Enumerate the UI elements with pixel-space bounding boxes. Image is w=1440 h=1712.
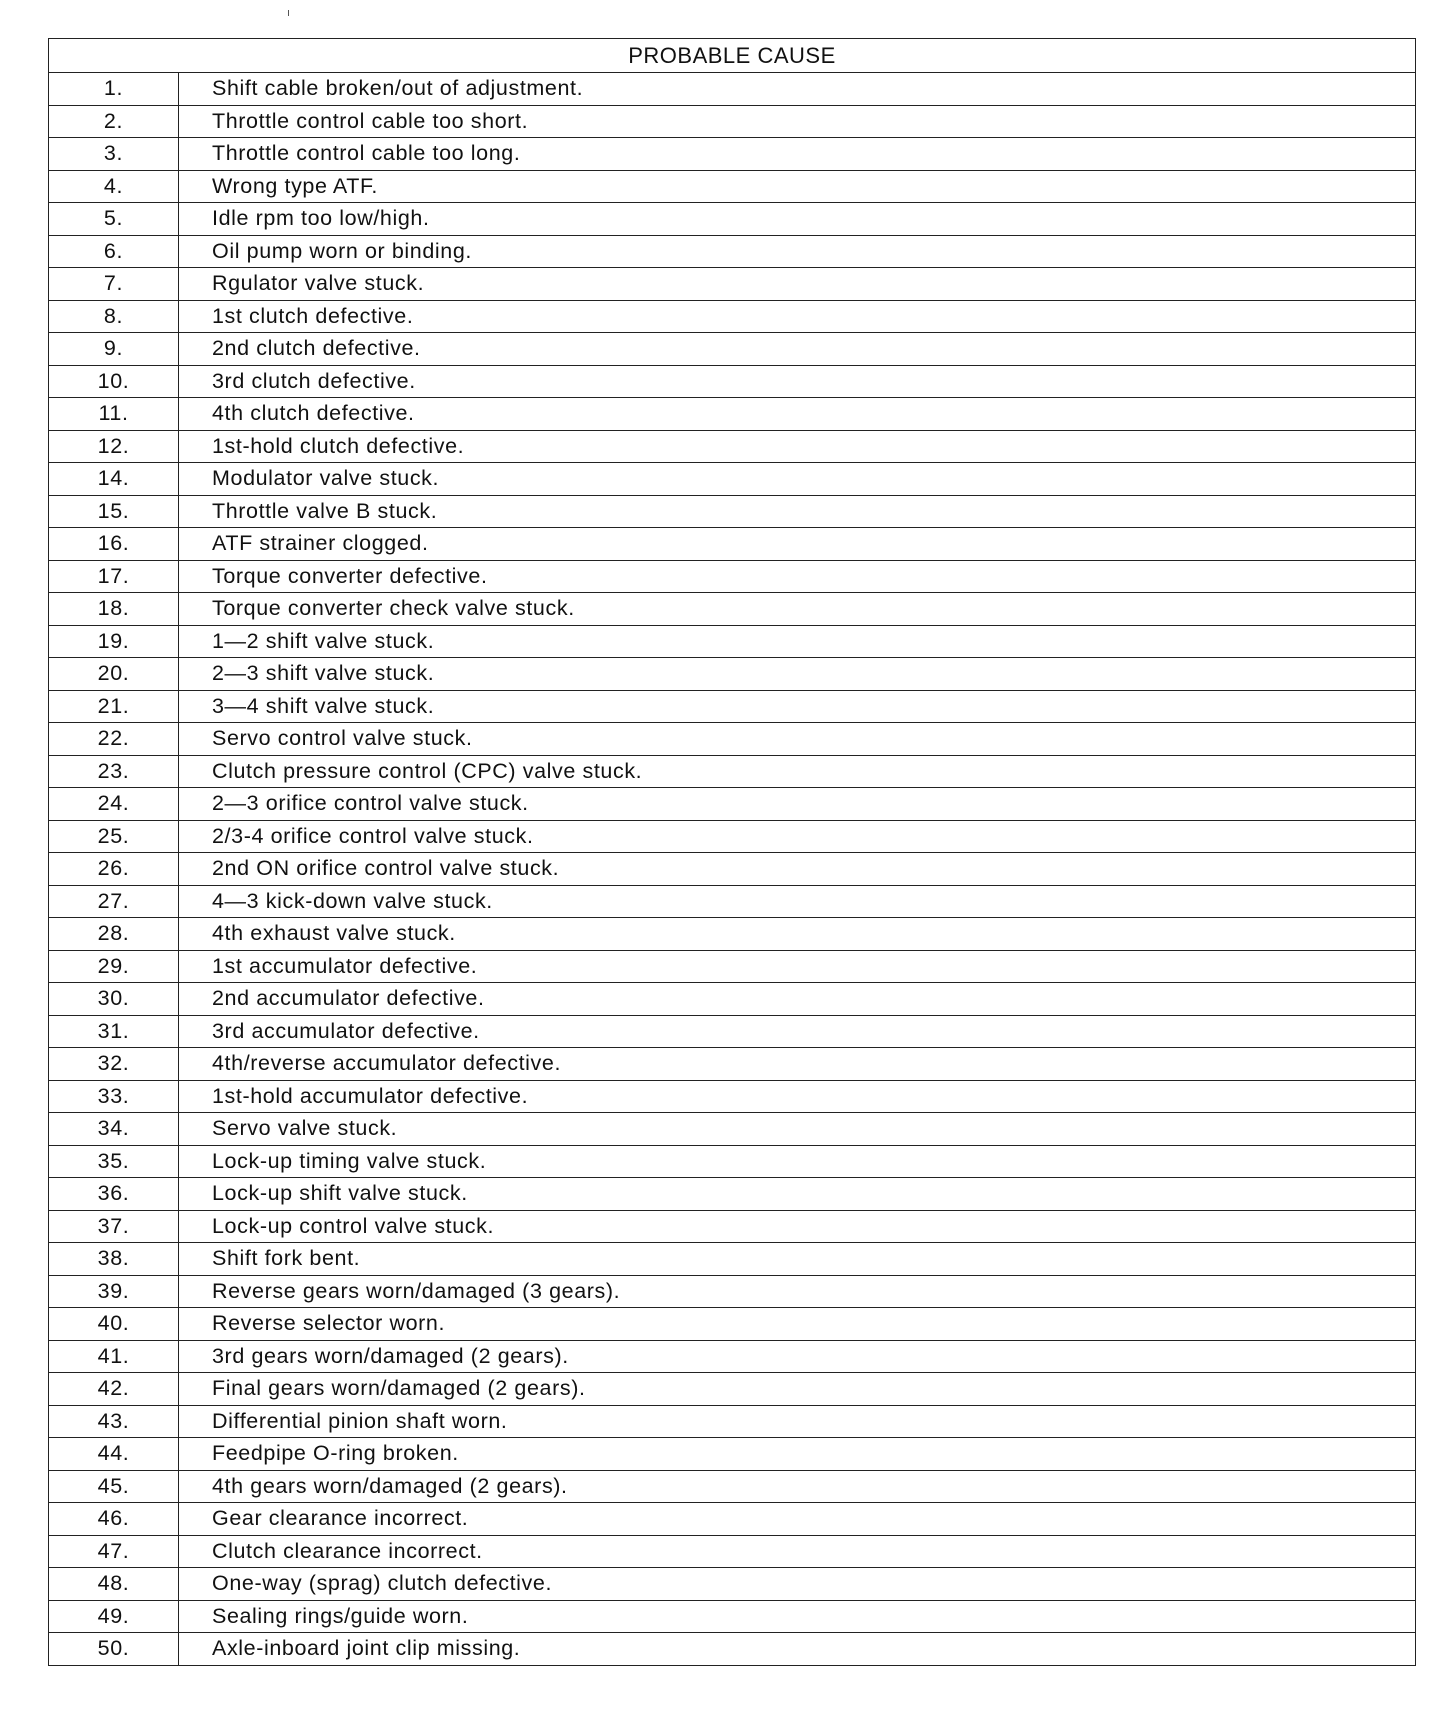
cause-number: 30. [49,983,179,1016]
cause-number: 8. [49,300,179,333]
cause-description: 2/3-4 orifice control valve stuck. [179,820,1416,853]
cause-number: 20. [49,658,179,691]
cause-number: 12. [49,430,179,463]
table-row [49,885,1416,918]
cause-number: 29. [49,950,179,983]
cause-description: 2nd accumulator defective. [179,983,1416,1016]
cause-description: Lock-up timing valve stuck. [179,1145,1416,1178]
cause-description: 3rd accumulator defective. [179,1015,1416,1048]
cause-description: Clutch pressure control (CPC) valve stuck. [179,755,1416,788]
cause-number: 16. [49,528,179,561]
table-row [49,333,1416,366]
cause-number: 28. [49,918,179,951]
cause-description: Throttle valve B stuck. [179,495,1416,528]
cause-description: 3—4 shift valve stuck. [179,690,1416,723]
table-row [49,73,1416,106]
table-row [49,1373,1416,1406]
cause-number: 45. [49,1470,179,1503]
table-row [49,1535,1416,1568]
cause-description: 4th/reverse accumulator defective. [179,1048,1416,1081]
table-row [49,755,1416,788]
cause-number: 36. [49,1178,179,1211]
cause-number: 23. [49,755,179,788]
cause-number: 43. [49,1405,179,1438]
table-row [49,983,1416,1016]
scan-speck [288,10,289,16]
cause-description: ATF strainer clogged. [179,528,1416,561]
table-row [49,1308,1416,1341]
table-row [49,1600,1416,1633]
table-row [49,300,1416,333]
cause-description: Throttle control cable too short. [179,105,1416,138]
cause-description: Reverse gears worn/damaged (3 gears). [179,1275,1416,1308]
table-row [49,723,1416,756]
cause-number: 7. [49,268,179,301]
cause-number: 18. [49,593,179,626]
table-row [49,1405,1416,1438]
cause-description: One-way (sprag) clutch defective. [179,1568,1416,1601]
cause-description: 1st-hold clutch defective. [179,430,1416,463]
cause-description: Sealing rings/guide worn. [179,1600,1416,1633]
cause-number: 38. [49,1243,179,1276]
table-row [49,1080,1416,1113]
cause-description: Idle rpm too low/high. [179,203,1416,236]
cause-description: 1st-hold accumulator defective. [179,1080,1416,1113]
cause-number: 6. [49,235,179,268]
table-row [49,593,1416,626]
cause-description: Servo control valve stuck. [179,723,1416,756]
table-row [49,1048,1416,1081]
cause-description: Final gears worn/damaged (2 gears). [179,1373,1416,1406]
cause-number: 32. [49,1048,179,1081]
table-row [49,398,1416,431]
table-row [49,138,1416,171]
cause-description: Lock-up shift valve stuck. [179,1178,1416,1211]
table-row [49,625,1416,658]
table-row [49,1015,1416,1048]
cause-number: 10. [49,365,179,398]
table-row [49,690,1416,723]
table-row [49,528,1416,561]
cause-number: 41. [49,1340,179,1373]
cause-description: 2—3 shift valve stuck. [179,658,1416,691]
cause-description: Wrong type ATF. [179,170,1416,203]
cause-number: 49. [49,1600,179,1633]
cause-description: 3rd gears worn/damaged (2 gears). [179,1340,1416,1373]
cause-number: 40. [49,1308,179,1341]
cause-number: 5. [49,203,179,236]
cause-description: Reverse selector worn. [179,1308,1416,1341]
cause-number: 34. [49,1113,179,1146]
cause-number: 4. [49,170,179,203]
cause-number: 46. [49,1503,179,1536]
table-row [49,1145,1416,1178]
table-row [49,918,1416,951]
cause-description: 2nd clutch defective. [179,333,1416,366]
cause-number: 22. [49,723,179,756]
cause-description: Oil pump worn or binding. [179,235,1416,268]
cause-number: 17. [49,560,179,593]
table-row [49,430,1416,463]
cause-number: 42. [49,1373,179,1406]
table-row [49,365,1416,398]
cause-number: 11. [49,398,179,431]
cause-description: 4—3 kick-down valve stuck. [179,885,1416,918]
cause-description: 1st clutch defective. [179,300,1416,333]
cause-number: 19. [49,625,179,658]
table-row [49,105,1416,138]
cause-description: Differential pinion shaft worn. [179,1405,1416,1438]
cause-number: 15. [49,495,179,528]
cause-description: 4th gears worn/damaged (2 gears). [179,1470,1416,1503]
table-row [49,658,1416,691]
cause-number: 14. [49,463,179,496]
table-body [49,73,1416,1666]
cause-description: Lock-up control valve stuck. [179,1210,1416,1243]
probable-cause-table [48,38,1416,1666]
cause-description: Axle-inboard joint clip missing. [179,1633,1416,1666]
cause-number: 48. [49,1568,179,1601]
cause-number: 35. [49,1145,179,1178]
cause-number: 47. [49,1535,179,1568]
cause-number: 9. [49,333,179,366]
cause-description: 3rd clutch defective. [179,365,1416,398]
table-row [49,820,1416,853]
table-row [49,1633,1416,1666]
table-row [49,1470,1416,1503]
table-row [49,170,1416,203]
cause-number: 31. [49,1015,179,1048]
cause-description: Rgulator valve stuck. [179,268,1416,301]
table-row [49,1243,1416,1276]
cause-description: Gear clearance incorrect. [179,1503,1416,1536]
cause-number: 25. [49,820,179,853]
cause-description: Shift fork bent. [179,1243,1416,1276]
cause-number: 27. [49,885,179,918]
cause-description: 4th clutch defective. [179,398,1416,431]
cause-number: 1. [49,73,179,106]
cause-description: Shift cable broken/out of adjustment. [179,73,1416,106]
cause-number: 37. [49,1210,179,1243]
table-header-title: PROBABLE CAUSE [49,39,1416,73]
cause-description: Clutch clearance incorrect. [179,1535,1416,1568]
cause-number: 26. [49,853,179,886]
cause-description: Torque converter defective. [179,560,1416,593]
cause-number: 21. [49,690,179,723]
cause-description: 2—3 orifice control valve stuck. [179,788,1416,821]
table-row [49,235,1416,268]
cause-description: 1—2 shift valve stuck. [179,625,1416,658]
cause-description: 2nd ON orifice control valve stuck. [179,853,1416,886]
table-header-row [49,39,1416,73]
table-row [49,268,1416,301]
table-row [49,1438,1416,1471]
cause-number: 33. [49,1080,179,1113]
table-row [49,1503,1416,1536]
cause-description: 1st accumulator defective. [179,950,1416,983]
table-row [49,853,1416,886]
table-row [49,1275,1416,1308]
cause-description: 4th exhaust valve stuck. [179,918,1416,951]
table-row [49,1210,1416,1243]
cause-number: 44. [49,1438,179,1471]
cause-description: Servo valve stuck. [179,1113,1416,1146]
table-row [49,950,1416,983]
table-row [49,560,1416,593]
table-row [49,788,1416,821]
cause-description: Modulator valve stuck. [179,463,1416,496]
cause-description: Feedpipe O-ring broken. [179,1438,1416,1471]
cause-number: 39. [49,1275,179,1308]
table-row [49,463,1416,496]
cause-number: 50. [49,1633,179,1666]
cause-number: 3. [49,138,179,171]
table-row [49,1178,1416,1211]
table-row [49,203,1416,236]
cause-description: Throttle control cable too long. [179,138,1416,171]
cause-number: 24. [49,788,179,821]
cause-description: Torque converter check valve stuck. [179,593,1416,626]
table-row [49,1340,1416,1373]
cause-number: 2. [49,105,179,138]
table-row [49,1113,1416,1146]
table-row [49,495,1416,528]
table-row [49,1568,1416,1601]
